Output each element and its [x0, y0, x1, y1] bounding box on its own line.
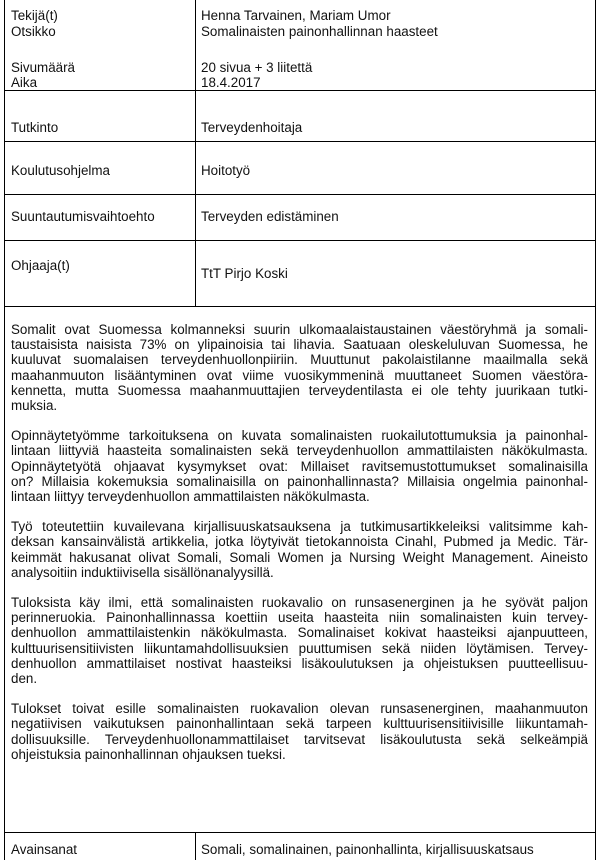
supervisor-value: TtT Pirjo Koski — [201, 266, 288, 281]
abstract-line: denhuollon ammattilaistenkin näkökulmasta. Somalinaiset kokivat haasteiksi ajanpuutteen, — [11, 625, 588, 641]
abstract-line: kennetta, mutta Suomessa maahanmuuttajien terveydentilasta ei ole tehty juurikaan tutki- — [11, 382, 588, 398]
specialisation-row — [5, 195, 595, 241]
abstract-paragraph-2 — [11, 428, 588, 504]
abstract-paragraph-4 — [11, 595, 588, 686]
abstract-line: muksia. — [11, 398, 58, 414]
abstract-line: taustaisista naisista 73% on ylipainoisia tai lihavia. Saatuaan oleskeluluvan Suomessa, he — [11, 337, 588, 353]
specialisation-label: Suuntautumisvaihtoehto — [11, 209, 155, 224]
programme-value: Hoitotyö — [201, 163, 251, 178]
pages-label: Sivumäärä — [11, 60, 76, 75]
abstract-line: Somalit ovat Suomessa kolmanneksi suurin ulkomaalaistaustainen väestöryhmä ja somali- — [11, 322, 588, 337]
title-label: Otsikko — [11, 24, 56, 39]
abstract-line: on? Millaisia kokemuksia somalinaisilla on painonhallinnasta? Millaisia ongelmia painonhal- — [11, 473, 588, 489]
abstract-text — [11, 322, 588, 777]
degree-row — [5, 91, 595, 142]
keywords-value: Somali, somalinainen, painonhallinta, kirjallisuuskatsaus — [201, 842, 534, 857]
abstract-line: kulttuurisensitiivisten liikuntamahdollisuuksien puuttumisen sekä niiden löytämisen. Tervey- — [11, 640, 588, 656]
supervisor-label: Ohjaaja(t) — [11, 258, 70, 273]
author-label: Tekijä(t) — [11, 8, 58, 23]
abstract-line: Työ toteutettiin kuvailevana kirjallisuuskatsauksena ja tutkimusartikkeleiksi valitsimme kah- — [11, 519, 588, 535]
date-value: 18.4.2017 — [201, 75, 261, 90]
abstract-page — [4, 0, 596, 860]
degree-label: Tutkinto — [11, 120, 59, 135]
abstract-line: Tuloksista käy ilmi, että somalinaisten ruokavalio on runsasenerginen ja he syövät paljon — [11, 595, 588, 611]
abstract-line: analysoitiin induktiivisella sisällönanalyysillä. — [11, 564, 274, 580]
abstract-line: lintaan liittyy terveydenhuollon ammattilaisten näkökulmasta. — [11, 489, 370, 505]
keywords-column-divider — [195, 832, 196, 860]
abstract-paragraph-1 — [11, 322, 588, 413]
pages-value: 20 sivua + 3 liitettä — [201, 60, 313, 75]
abstract-line: keimmät hakusanat olivat Somali, Somali Women ja Nursing Weight Management. Aineisto — [11, 549, 588, 565]
specialisation-value: Terveyden edistäminen — [201, 209, 339, 224]
abstract-line: Opinnäytetyömme tarkoituksena on kuvata somalinaisten ruokailutottumuksia ja painonhal- — [11, 428, 588, 444]
abstract-line: Tulokset toivat esille somalinaisten ruokavalion olevan runsasenerginen, maahanmuuton — [11, 701, 588, 717]
abstract-line: perinneruokia. Painonhallinnassa koettiin useita haasteita niin somalinaisten kuin tervey- — [11, 610, 588, 626]
keywords-label: Avainsanat — [11, 842, 78, 857]
abstract-paragraph-3 — [11, 519, 588, 580]
keywords-row — [5, 832, 595, 860]
abstract-line: maahanmuuton lisääntyminen ovat viime vuosikymmeninä muuttaneet Suomen väestöra- — [11, 367, 588, 383]
title-value: Somalinaisten painonhallinnan haasteet — [201, 24, 438, 39]
abstract-line: ohjeistuksia painonhallinnan ohjauksen tueksi. — [11, 746, 286, 762]
programme-label: Koulutusohjelma — [11, 163, 111, 178]
abstract-line: Opinnäytetyötä ohjaavat kysymykset ovat: Millaiset ravitsemustottumukset somalinaisilla — [11, 458, 588, 474]
abstract-paragraph-5 — [11, 701, 588, 762]
abstract-line: deksan kansainvälistä artikkelia, jotka löytyivät tietokannoista Cinahl, Pubmed ja Medic. Tär- — [11, 534, 588, 550]
date-label: Aika — [11, 75, 38, 90]
abstract-line: kuuluvat suomalaisen terveydenhuollonpiiriin. Muuttunut pakolaistilanne maailmalla sekä — [11, 352, 588, 368]
abstract-line: lintaan liittyviä haasteita somalinaisten sekä terveydenhuollon ammattilaisten näkökulmasta. — [11, 443, 588, 459]
author-value: Henna Tarvainen, Mariam Umor — [201, 8, 391, 23]
programme-row — [5, 142, 595, 195]
supervisor-row — [5, 241, 595, 307]
degree-value: Terveydenhoitaja — [201, 120, 303, 135]
abstract-line: dollisuuksille. Terveydenhuollonammattilaiset tarvitsevat lisäkoulutusta sekä selkeämpiä — [11, 731, 588, 747]
abstract-line: denhuollon ammattilaiset nostivat haasteiksi lisäkoulutuksen ja ohjeistuksen puutteellisuu- — [11, 655, 588, 671]
author-title-row — [5, 0, 595, 91]
abstract-line: den. — [11, 671, 38, 687]
abstract-line: negatiivisen vaikutuksen painonhallintaan sekä tarpeen kulttuurisensitiivisille liikuntamah- — [11, 716, 588, 732]
